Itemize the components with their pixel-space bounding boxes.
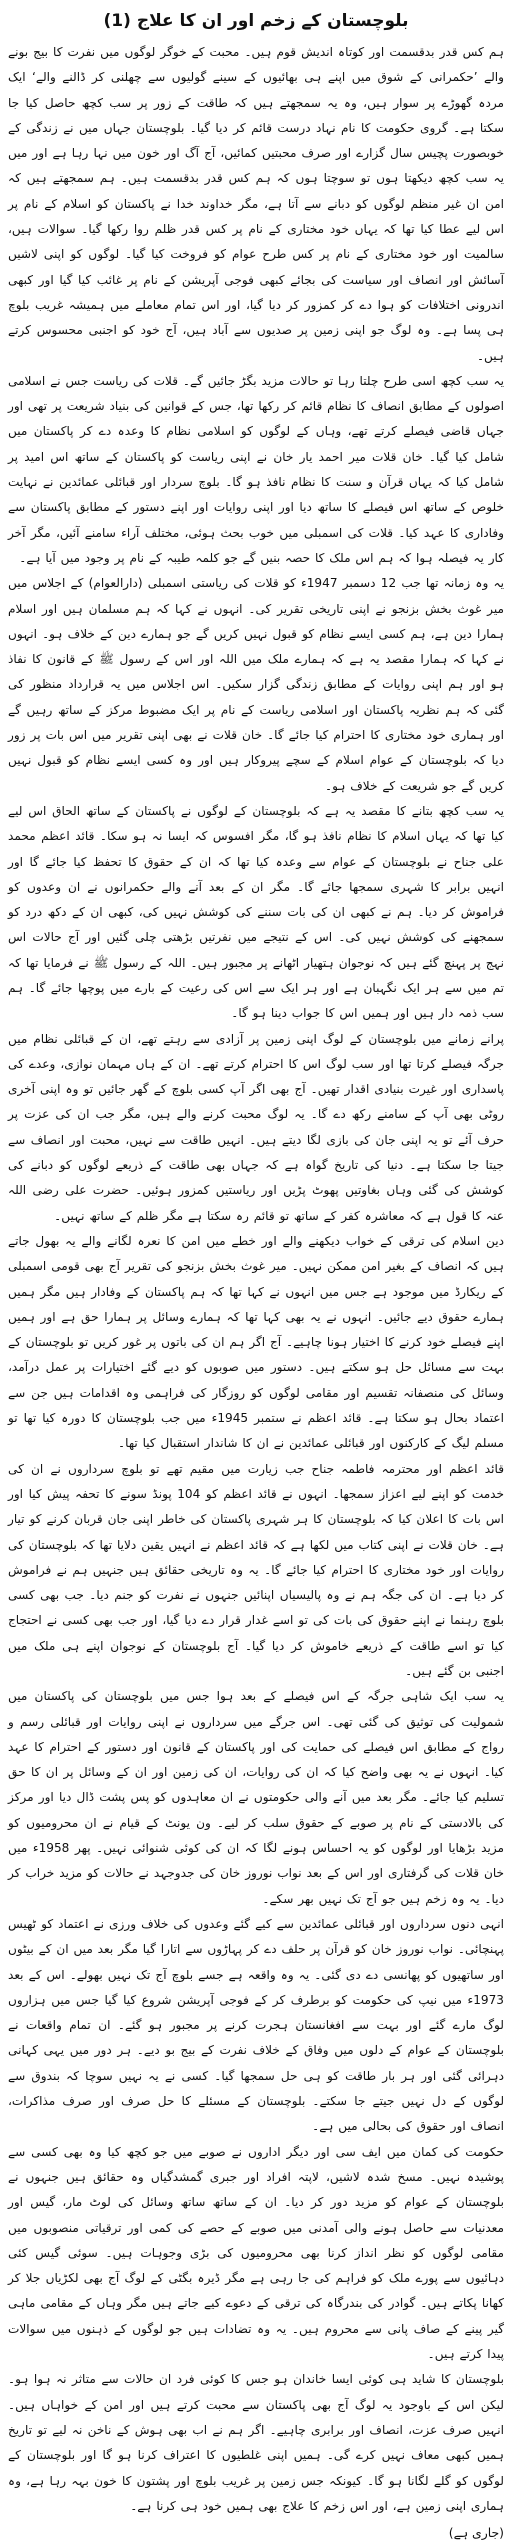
article-paragraph: پرانے زمانے میں بلوچستان کے لوگ اپنی زمین پر آزادی سے رہتے تھے، ان کے قبائلی نظام میں جرگہ فیصلے کرتا تھا اور سب لوگ اس کا احترام کرتے تھے۔ ان کے ہاں مہمان نوازی، وعدے کی پاسداری اور غیرت بنیادی اقدار تھیں۔ آج بھی اگر آپ کسی بلوچ کے گھر جائیں تو وہ اپنی آخری روٹی بھی آپ کے سامنے رکھ دے گا۔ یہ لوگ محبت کرنے والے ہیں، مگر جب ان کی عزت پر حرف آئے تو یہ اپنی جان کی بازی لگا دیتے ہیں۔ انہیں طاقت سے نہیں، محبت اور انصاف سے جیتا جا سکتا ہے۔ دنیا کی تاریخ گواہ ہے کہ جہاں بھی طاقت کے ذریعے لوگوں کو دبانے کی کوشش کی گئی وہاں بغاوتیں پھوٹ پڑیں اور ریاستیں کمزور ہوئیں۔ حضرت علی رضی اللہ عنہ کا قول ہے کہ معاشرہ کفر کے ساتھ تو قائم رہ سکتا ہے مگر ظلم کے ساتھ نہیں۔ bbox=[8, 1031, 504, 1223]
article-paragraph: یہ سب کچھ اسی طرح چلتا رہا تو حالات مزید بگڑ جائیں گے۔ قلات کی ریاست جس نے اسلامی اصولوں کے مطابق انصاف کا نظام قائم کر رکھا تھا، جس کے قوانین کی بنیاد شریعت پر تھی اور جہاں قاضی فیصلے کرتے تھے، وہاں کے لوگوں کو اسلامی نظام کا وعدہ دے کر پاکستان میں شامل کیا گیا۔ خان قلات میر احمد یار خان نے اپنی ریاست کو پاکستان کے ساتھ اس امید پر شامل کیا کہ یہاں قرآن و سنت کا نظام نافذ ہو گا۔ بلوچ سردار اور قبائلی عمائدین نے نہایت خلوص کے ساتھ اس فیصلے کا ساتھ دیا اور اپنی روایات اور اپنے دستور کے مطابق پاکستان سے وفاداری کا عہد کیا۔ قلات کی اسمبلی میں خوب بحث ہوئی، مختلف آراء سامنے آئیں، مگر آخر کار یہ فیصلہ ہوا کہ ہم اس ملک کا حصہ بنیں گے جو کلمہ طیبہ کے نام پر وجود میں آیا ہے۔ bbox=[8, 373, 504, 565]
article-paragraph: ہم کس قدر بدقسمت اور کوتاہ اندیش قوم ہیں۔ محبت کے خوگر لوگوں میں نفرت کا بیج بونے والے ’حکمرانی کے شوق میں اپنے ہی بھائیوں کے سینے گولیوں سے چھلنی کر ڈالنے والے‘ ایک مردہ گھوڑے پر سوار ہیں، وہ یہ سمجھتے ہیں کہ طاقت کے زور پر سب کچھ حاصل کیا جا سکتا ہے۔ گروی حکومت کا نام نہاد درست قائم کر دیا گیا۔ بلوچستان جہاں میں نے زندگی کے خوبصورت پچیس سال گزارے اور صرف محبتیں کمائیں، آج آگ اور خون میں نہا رہا ہے اور میں یہ سب کچھ دیکھتا ہوں تو سوچتا ہوں کہ ہم کس قدر بدقسمت ہیں۔ ہم سمجھتے ہیں کہ امن ان غیر منظم لوگوں کو دبانے سے آتا ہے، مگر خداوند خدا نے پاکستان کو اسلام کے نام پر اس لیے عطا کیا تھا کہ یہاں خود مختاری کے نام پر کس قدر ظلم روا رکھا گیا۔ سوالات ہیں، سالمیت اور خود مختاری کے نام پر کس طرح عوام کو فروخت کیا گیا۔ لوگوں کو اپنی لاشیں آسائش اور انصاف اور سیاست کی بجائے کبھی فوجی آپریشن کے نام پر غائب کیا گیا اور کبھی اندرونی اختلافات کو ہوا دے کر کمزور کر دیا گیا، اور اس تمام معاملے میں ہمیشہ غریب بلوچ ہی پسا ہے۔ وہ لوگ جو اپنی زمین پر صدیوں سے آباد ہیں، آج خود کو اجنبی محسوس کرتے ہیں۔ bbox=[8, 45, 504, 363]
article-title: بلوچستان کے زخم اور ان کا علاج (1) bbox=[103, 11, 409, 31]
article-paragraph: دین اسلام کی ترقی کے خواب دیکھنے والے اور خطے میں امن کا نعرہ لگانے والے یہ بھول جاتے ہیں کہ انصاف کے بغیر امن ممکن نہیں۔ میر غوث بخش بزنجو کی تقریر آج بھی قومی اسمبلی کے ریکارڈ میں موجود ہے جس میں انہوں نے کہا تھا کہ ہم پاکستان کے وفادار ہیں مگر ہمیں ہمارے حقوق دیے جائیں۔ انہوں نے یہ بھی کہا تھا کہ ہمارے وسائل پر ہمارا حق ہے اور ہمیں اپنے فیصلے خود کرنے کا اختیار ہونا چاہیے۔ آج اگر ہم ان کی باتوں پر غور کریں تو بلوچستان کے بہت سے مسائل حل ہو سکتے ہیں۔ دستور میں صوبوں کو دیے گئے اختیارات پر عمل درآمد، وسائل کی منصفانہ تقسیم اور مقامی لوگوں کو روزگار کی فراہمی وہ اقدامات ہیں جن سے اعتماد بحال ہو سکتا ہے۔ قائد اعظم نے ستمبر 1945ء میں جب بلوچستان کا دورہ کیا تھا تو مسلم لیگ کے کارکنوں اور قبائلی عمائدین نے ان کا شاندار استقبال کیا تھا۔ bbox=[8, 1233, 504, 1451]
article-paragraph: قائد اعظم اور محترمہ فاطمہ جناح جب زیارت میں مقیم تھے تو بلوچ سرداروں نے ان کی خدمت کو اپنے لیے اعزاز سمجھا۔ انہوں نے قائد اعظم کو 104 پونڈ سونے کا تحفہ پیش کیا اور اس بات کا اعلان کیا کہ بلوچستان کا ہر شہری پاکستان کی خاطر اپنی جان قربان کرنے کو تیار ہے۔ خان قلات نے اپنی کتاب میں لکھا ہے کہ قائد اعظم نے انہیں یقین دلایا تھا کہ بلوچستان کی روایات اور خود مختاری کا احترام کیا جائے گا۔ یہ وہ تاریخی حقائق ہیں جنہیں ہم نے فراموش کر دیا ہے۔ ان کی جگہ ہم نے وہ پالیسیاں اپنائیں جنہوں نے نفرت کو جنم دیا۔ جب بھی کسی بلوچ رہنما نے اپنے حقوق کی بات کی تو اسے غدار قرار دے دیا گیا، اور جب بھی کسی نے احتجاج کیا تو اسے طاقت کے ذریعے خاموش کر دیا گیا۔ آج بلوچستان کے نوجوان اپنے ہی ملک میں اجنبی بن گئے ہیں۔ bbox=[8, 1461, 504, 1678]
article-paragraph: بلوچستان کا شاید ہی کوئی ایسا خاندان ہو جس کا کوئی فرد ان حالات سے متاثر نہ ہوا ہو۔ لیکن اس کے باوجود یہ لوگ آج بھی پاکستان سے محبت کرتے ہیں اور امن کے خواہاں ہیں۔ انہیں صرف عزت، انصاف اور برابری چاہیے۔ اگر ہم نے اب بھی ہوش کے ناخن نہ لیے تو تاریخ ہمیں کبھی معاف نہیں کرے گی۔ ہمیں اپنی غلطیوں کا اعتراف کرنا ہو گا اور بلوچستان کے لوگوں کو گلے لگانا ہو گا۔ کیونکہ جس زمین پر غریب بلوچ اور پشتون کا خون بہہ رہا ہے، وہ ہماری اپنی زمین ہے، اور اس زخم کا علاج بھی ہمیں خود ہی کرنا ہے۔ bbox=[8, 2372, 504, 2513]
article-paragraph: انہی دنوں سرداروں اور قبائلی عمائدین سے کیے گئے وعدوں کی خلاف ورزی نے اعتماد کو ٹھیس پہنچائی۔ نواب نوروز خان کو قرآن پر حلف دے کر پہاڑوں سے اتارا گیا مگر بعد میں ان کے بیٹوں اور ساتھیوں کو پھانسی دے دی گئی۔ یہ وہ واقعہ ہے جسے بلوچ آج تک نہیں بھولے۔ اس کے بعد 1973ء میں نیپ کی حکومت کو برطرف کر کے فوجی آپریشن شروع کیا گیا جس میں ہزاروں لوگ مارے گئے اور بہت سے افغانستان ہجرت کرنے پر مجبور ہو گئے۔ ان تمام واقعات نے بلوچستان کے عوام کے دلوں میں وفاق کے خلاف نفرت کے بیج بو دیے۔ ہر دور میں یہی کہانی دہرائی گئی اور ہر بار طاقت کو ہی حل سمجھا گیا۔ کسی نے یہ نہیں سوچا کہ بندوق سے لوگوں کے دل نہیں جیتے جا سکتے۔ بلوچستان کے مسئلے کا حل صرف اور صرف مذاکرات، انصاف اور حقوق کی بحالی میں ہے۔ bbox=[8, 1916, 504, 2134]
article-paragraph: حکومت کی کمان میں ایف سی اور دیگر اداروں نے صوبے میں جو کچھ کیا وہ بھی کسی سے پوشیدہ نہیں۔ مسخ شدہ لاشیں، لاپتہ افراد اور جبری گمشدگیاں وہ حقائق ہیں جنہوں نے بلوچستان کے عوام کو مزید دور کر دیا۔ ان کے ساتھ ساتھ وسائل کی لوٹ مار، گیس اور معدنیات سے حاصل ہونے والی آمدنی میں صوبے کے حصے کی کمی اور ترقیاتی منصوبوں میں مقامی لوگوں کو نظر انداز کرنا بھی محرومیوں کی بڑی وجوہات ہیں۔ سوئی گیس کئی دہائیوں سے پورے ملک کو فراہم کی جا رہی ہے مگر ڈیرہ بگٹی کے لوگ آج بھی لکڑیاں جلا کر کھانا پکاتے ہیں۔ گوادر کی بندرگاہ کی ترقی کے دعوے کیے جاتے ہیں مگر وہاں کے مقامی ماہی گیر پینے کے صاف پانی سے محروم ہیں۔ یہ وہ تضادات ہیں جو لوگوں کے ذہنوں میں سوالات پیدا کرتے ہیں۔ bbox=[8, 2144, 504, 2362]
article-paragraph: یہ سب کچھ بتانے کا مقصد یہ ہے کہ بلوچستان کے لوگوں نے پاکستان کے ساتھ الحاق اس لیے کیا تھا کہ یہاں اسلام کا نظام نافذ ہو گا، مگر افسوس کہ ایسا نہ ہو سکا۔ قائد اعظم محمد علی جناح نے بلوچستان کے عوام سے وعدہ کیا تھا کہ ان کے حقوق کا تحفظ کیا جائے گا اور انہیں برابر کا شہری سمجھا جائے گا۔ مگر ان کے بعد آنے والے حکمرانوں نے ان وعدوں کو فراموش کر دیا۔ ہم نے کبھی ان کی بات سننے کی کوشش نہیں کی، کبھی ان کے دکھ درد کو سمجھنے کی کوشش نہیں کی۔ اس کے نتیجے میں نفرتیں بڑھتی چلی گئیں اور آج حالات اس نہج پر پہنچ گئے ہیں کہ نوجوان ہتھیار اٹھانے پر مجبور ہیں۔ اللہ کے رسول ﷺ نے فرمایا تھا کہ تم میں سے ہر ایک نگہبان ہے اور ہر ایک سے اس کی رعیت کے بارے میں پوچھا جائے گا۔ ہم سب ذمہ دار ہیں اور ہمیں اس کا جواب دینا ہو گا۔ bbox=[8, 803, 504, 1021]
continued-note: (جاری ہے) bbox=[448, 2525, 504, 2541]
article-paragraph: یہ سب ایک شاہی جرگہ کے اس فیصلے کے بعد ہوا جس میں بلوچستان کی پاکستان میں شمولیت کی توثیق کی گئی تھی۔ اس جرگے میں سرداروں نے اپنی روایات اور قبائلی رسم و رواج کے مطابق اس فیصلے کی حمایت کی اور پاکستان کے قانون اور دستور کے احترام کا عہد کیا۔ انہوں نے یہ بھی واضح کیا کہ ان کی روایات، ان کی زمین اور ان کے وسائل پر ان کا حق تسلیم کیا جائے۔ مگر بعد میں آنے والی حکومتوں نے ان معاہدوں کو پس پشت ڈال دیا اور مرکز کی بالادستی کے نام پر صوبے کے حقوق سلب کر لیے۔ ون یونٹ کے قیام نے ان محرومیوں کو مزید بڑھایا اور لوگوں کو یہ احساس ہونے لگا کہ ان کی کوئی شنوائی نہیں۔ پھر 1958ء میں خان قلات کی گرفتاری اور اس کے بعد نواب نوروز خان کی جدوجہد نے حالات کو مزید خراب کر دیا۔ یہ وہ زخم ہیں جو آج تک نہیں بھر سکے۔ bbox=[8, 1689, 504, 1906]
article-body bbox=[8, 40, 504, 2519]
article-paragraph: یہ وہ زمانہ تھا جب 12 دسمبر 1947ء کو قلات کی ریاستی اسمبلی (دارالعوام) کے اجلاس میں میر غوث بخش بزنجو نے اپنی تاریخی تقریر کی۔ انہوں نے کہا کہ ہم مسلمان ہیں اور اسلام ہمارا دین ہے، ہم کسی ایسے نظام کو قبول نہیں کریں گے جو ہمارے دین کے خلاف ہو۔ انہوں نے کہا کہ ہمارا مقصد یہ ہے کہ ہمارے ملک میں اللہ اور اس کے رسول ﷺ کے قانون کا نفاذ ہو اور ہم اپنی روایات کے مطابق زندگی گزار سکیں۔ اس اجلاس میں یہ قرارداد منظور کی گئی کہ ہم نظریہ پاکستان اور اسلامی ریاست کے نام پر ایک مضبوط مرکز کے ساتھ رہیں گے اور ہماری خود مختاری کا احترام کیا جائے گا۔ خان قلات نے بھی اپنی تقریر میں اس بات پر زور دیا کہ بلوچستان کے عوام اسلام کے سچے پیروکار ہیں اور وہ کسی ایسے نظام کو قبول نہیں کریں گے جو شریعت کے خلاف ہو۔ bbox=[8, 576, 504, 793]
